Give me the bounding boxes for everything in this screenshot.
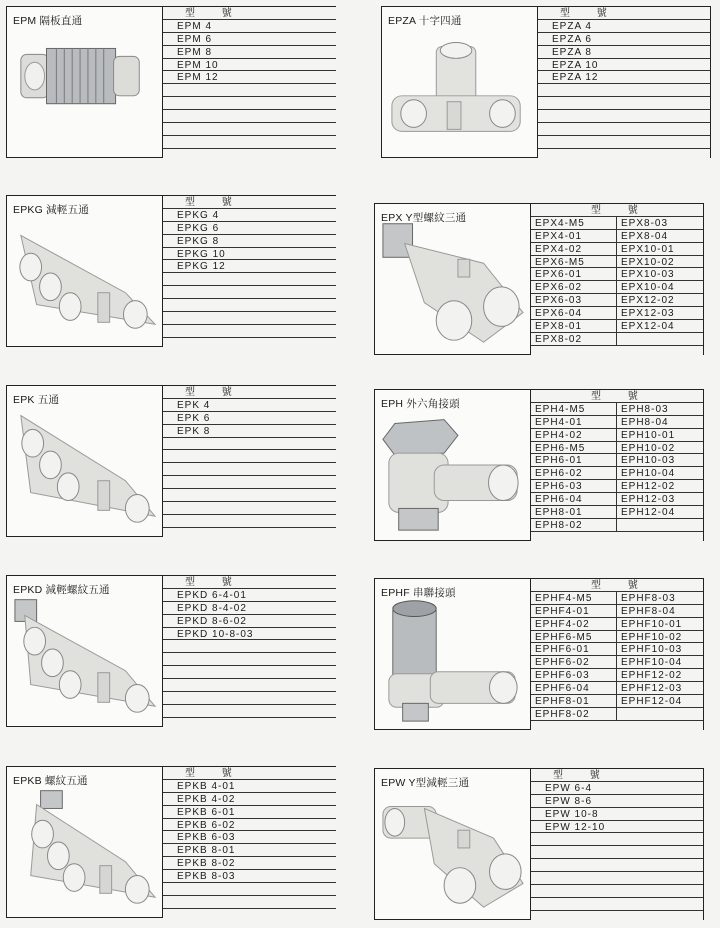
model-cell: EPHF12-02	[621, 670, 683, 682]
model-cell: EPX6-M5	[531, 256, 617, 268]
product-card-epkd	[6, 575, 336, 727]
model-row: EPKB 6-03	[163, 831, 336, 844]
product-photo	[6, 385, 163, 537]
table-row	[531, 631, 703, 644]
model-row: EPM 10	[163, 59, 336, 72]
model-table	[163, 766, 336, 918]
empty-row	[163, 653, 336, 666]
table-row	[531, 506, 703, 519]
five-way-fitting-image	[7, 386, 162, 536]
product-card-eph	[374, 389, 704, 541]
empty-row	[163, 299, 336, 312]
model-cell: EPX12-03	[621, 308, 675, 320]
model-cell: EPX6-02	[531, 281, 617, 293]
table-row	[531, 454, 703, 467]
table-row	[531, 682, 703, 695]
model-row: EPKB 4-02	[163, 793, 336, 806]
model-cell: EPH6-01	[531, 454, 617, 466]
model-table	[538, 6, 711, 158]
empty-row	[531, 846, 703, 859]
table-row	[531, 243, 703, 256]
cross-fitting-image	[382, 7, 537, 157]
product-title: EPH 外六角接頭	[381, 398, 460, 410]
product-card-epw	[374, 768, 704, 920]
product-card-ephf	[374, 578, 704, 730]
table-row	[531, 467, 703, 480]
empty-row	[163, 438, 336, 451]
model-row: EPKG 10	[163, 248, 336, 261]
model-cell: EPX10-01	[621, 243, 675, 255]
product-card-epza	[381, 6, 711, 158]
empty-row	[531, 833, 703, 846]
model-cell: EPX12-02	[621, 295, 675, 307]
table-row	[531, 268, 703, 281]
model-cell: EPH6-03	[531, 480, 617, 492]
table-row	[531, 429, 703, 442]
product-photo	[374, 203, 531, 355]
model-table	[163, 385, 336, 537]
empty-row	[163, 489, 336, 502]
model-cell: EPHF10-02	[621, 631, 683, 643]
model-cell: EPH4-02	[531, 429, 617, 441]
model-cell: EPHF6-02	[531, 656, 617, 668]
product-photo	[6, 6, 163, 158]
table-row	[531, 493, 703, 506]
model-cell: EPH4-01	[531, 416, 617, 428]
model-row: EPKG 6	[163, 222, 336, 235]
model-row: EPM 4	[163, 20, 336, 33]
model-cell: EPH6-M5	[531, 442, 617, 454]
empty-row	[163, 110, 336, 123]
model-cell: EPHF12-03	[621, 683, 683, 695]
empty-row	[163, 883, 336, 896]
empty-row	[531, 872, 703, 885]
model-row: EPM 12	[163, 71, 336, 84]
product-photo	[6, 195, 163, 347]
product-title: EPX Y型螺紋三通	[381, 212, 467, 224]
model-cell: EPHF10-04	[621, 657, 683, 669]
model-cell: EPHF6-M5	[531, 631, 617, 643]
product-card-epx	[374, 203, 704, 355]
model-cell: EPHF10-01	[621, 618, 683, 630]
product-photo	[374, 389, 531, 541]
model-cell: EPX4-M5	[531, 217, 617, 229]
table-header: 型 號	[531, 579, 703, 592]
model-cell: EPX10-02	[621, 256, 675, 268]
empty-row	[538, 110, 710, 123]
empty-row	[163, 476, 336, 489]
model-cell: EPH4-M5	[531, 403, 617, 415]
hex-elbow-fitting-image	[375, 390, 530, 540]
model-row: EPKB 8-01	[163, 844, 336, 857]
model-row: EPKG 8	[163, 235, 336, 248]
model-cell: EPHF8-03	[621, 592, 676, 604]
empty-row	[531, 898, 703, 911]
model-row: EPKD 10-8-03	[163, 628, 336, 641]
threaded-five-way-image	[7, 767, 162, 917]
empty-row	[163, 640, 336, 653]
empty-row	[538, 123, 710, 136]
table-row	[531, 480, 703, 493]
product-title: EPZA 十字四通	[388, 15, 462, 27]
model-cell: EPX8-01	[531, 320, 617, 332]
model-cell: EPH12-03	[621, 494, 676, 506]
empty-row	[163, 123, 336, 136]
table-row	[531, 281, 703, 294]
model-row: EPZA 4	[538, 20, 710, 33]
model-row: EPZA 6	[538, 33, 710, 46]
empty-row	[163, 325, 336, 338]
model-row: EPKD 8-4-02	[163, 602, 336, 615]
table-row	[531, 403, 703, 416]
model-cell: EPHF4-M5	[531, 592, 617, 604]
model-table	[531, 389, 704, 541]
table-header: 型 號	[163, 7, 336, 20]
table-row	[531, 320, 703, 333]
model-row: EPKG 12	[163, 260, 336, 273]
empty-row	[163, 463, 336, 476]
table-row	[531, 592, 703, 605]
model-cell: EPHF6-01	[531, 643, 617, 655]
model-row: EPK 4	[163, 399, 336, 412]
table-row	[531, 519, 703, 532]
model-cell: EPH8-04	[621, 416, 669, 428]
model-cell: EPH8-02	[531, 519, 617, 531]
model-row: EPKD 6-4-01	[163, 589, 336, 602]
model-cell	[617, 519, 703, 531]
table-row	[531, 416, 703, 429]
model-table	[531, 768, 704, 920]
model-row: EPZA 12	[538, 71, 710, 84]
model-cell: EPX10-04	[621, 282, 675, 294]
empty-row	[163, 84, 336, 97]
empty-row	[163, 896, 336, 909]
model-cell: EPH8-01	[531, 506, 617, 518]
empty-row	[163, 273, 336, 286]
product-photo	[381, 6, 538, 158]
model-table	[163, 195, 336, 347]
table-row	[531, 217, 703, 230]
model-cell: EPH10-02	[621, 442, 676, 454]
model-table	[531, 203, 704, 355]
product-title: EPHF 串聯接頭	[381, 587, 456, 599]
empty-row	[538, 97, 710, 110]
table-row	[531, 708, 703, 721]
product-title: EPKG 減輕五通	[13, 204, 89, 216]
model-cell: EPX6-01	[531, 268, 617, 280]
model-cell: EPH10-04	[621, 468, 676, 480]
model-row: EPW 6-4	[531, 782, 703, 795]
model-row: EPKG 4	[163, 209, 336, 222]
model-cell: EPX4-02	[531, 243, 617, 255]
model-cell: EPHF8-02	[531, 708, 617, 720]
model-cell: EPH10-03	[621, 455, 676, 467]
model-row: EPKB 8-02	[163, 857, 336, 870]
model-table	[163, 575, 336, 727]
product-photo	[6, 575, 163, 727]
empty-row	[538, 136, 710, 149]
product-card-epk	[6, 385, 336, 537]
model-row: EPZA 8	[538, 46, 710, 59]
table-row	[531, 294, 703, 307]
model-cell: EPX8-03	[621, 217, 669, 229]
model-cell: EPX4-01	[531, 230, 617, 242]
model-cell	[617, 333, 703, 345]
table-row	[531, 669, 703, 682]
model-cell: EPX6-04	[531, 307, 617, 319]
model-cell: EPX8-04	[621, 230, 669, 242]
table-header: 型 號	[538, 7, 710, 20]
table-row	[531, 605, 703, 618]
product-title: EPKB 螺紋五通	[13, 775, 88, 787]
model-row: EPKB 8-03	[163, 870, 336, 883]
empty-row	[163, 705, 336, 718]
product-title: EPKD 減輕螺紋五通	[13, 584, 110, 596]
model-row: EPKD 8-6-02	[163, 615, 336, 628]
y-reducer-fitting-image	[375, 769, 530, 919]
product-photo	[6, 766, 163, 918]
model-row: EPW 12-10	[531, 821, 703, 834]
empty-row	[531, 859, 703, 872]
product-card-epkb	[6, 766, 336, 918]
empty-row	[163, 97, 336, 110]
table-row	[531, 695, 703, 708]
empty-row	[163, 666, 336, 679]
threaded-manifold-image	[7, 576, 162, 726]
product-card-epm	[6, 6, 336, 158]
model-cell: EPHF12-04	[621, 696, 683, 708]
table-row	[531, 307, 703, 320]
table-row	[531, 256, 703, 269]
model-cell: EPH10-01	[621, 429, 676, 441]
model-table	[531, 578, 704, 730]
model-cell: EPX12-04	[621, 321, 675, 333]
product-title: EPW Y型減輕三通	[381, 777, 470, 789]
empty-row	[163, 515, 336, 528]
empty-row	[163, 450, 336, 463]
bulkhead-fitting-image	[7, 7, 162, 157]
product-photo	[374, 578, 531, 730]
model-row: EPK 6	[163, 412, 336, 425]
model-cell: EPHF6-04	[531, 682, 617, 694]
table-row	[531, 442, 703, 455]
model-row: EPW 10-8	[531, 808, 703, 821]
table-header: 型 號	[531, 204, 703, 217]
model-cell: EPX6-03	[531, 294, 617, 306]
table-header: 型 號	[163, 767, 336, 780]
table-row	[531, 656, 703, 669]
model-row: EPK 8	[163, 425, 336, 438]
model-row: EPM 8	[163, 46, 336, 59]
model-cell: EPH6-04	[531, 493, 617, 505]
table-header: 型 號	[163, 196, 336, 209]
product-title: EPM 隔板直通	[13, 15, 83, 27]
model-cell: EPH12-02	[621, 481, 676, 493]
model-table	[163, 6, 336, 158]
model-cell: EPX10-03	[621, 269, 675, 281]
table-row	[531, 230, 703, 243]
empty-row	[538, 84, 710, 97]
table-row	[531, 618, 703, 631]
model-row: EPM 6	[163, 33, 336, 46]
empty-row	[163, 286, 336, 299]
table-header: 型 號	[531, 769, 703, 782]
model-cell: EPX8-02	[531, 333, 617, 345]
model-cell	[617, 708, 703, 720]
table-row	[531, 643, 703, 656]
model-cell: EPHF8-01	[531, 695, 617, 707]
product-card-epkg	[6, 195, 336, 347]
model-cell: EPH8-03	[621, 403, 669, 415]
model-row: EPW 8-6	[531, 795, 703, 808]
empty-row	[531, 885, 703, 898]
model-cell: EPHF10-03	[621, 644, 683, 656]
model-cell: EPH12-04	[621, 507, 676, 519]
model-cell: EPHF4-01	[531, 605, 617, 617]
model-cell: EPHF6-03	[531, 669, 617, 681]
product-photo	[374, 768, 531, 920]
table-header: 型 號	[163, 576, 336, 589]
empty-row	[163, 312, 336, 325]
model-row: EPKB 6-02	[163, 819, 336, 832]
model-cell: EPH6-02	[531, 467, 617, 479]
table-row	[531, 333, 703, 346]
model-cell: EPHF4-02	[531, 618, 617, 630]
manifold-fitting-image	[7, 196, 162, 346]
product-title: EPK 五通	[13, 394, 60, 406]
inline-connector-image	[375, 579, 530, 729]
table-header: 型 號	[531, 390, 703, 403]
y-thread-fitting-image	[375, 204, 530, 354]
model-row: EPKB 6-01	[163, 806, 336, 819]
empty-row	[163, 679, 336, 692]
model-row: EPZA 10	[538, 59, 710, 72]
model-row: EPKB 4-01	[163, 780, 336, 793]
empty-row	[163, 502, 336, 515]
empty-row	[163, 692, 336, 705]
model-cell: EPHF8-04	[621, 605, 676, 617]
empty-row	[163, 136, 336, 149]
table-header: 型 號	[163, 386, 336, 399]
